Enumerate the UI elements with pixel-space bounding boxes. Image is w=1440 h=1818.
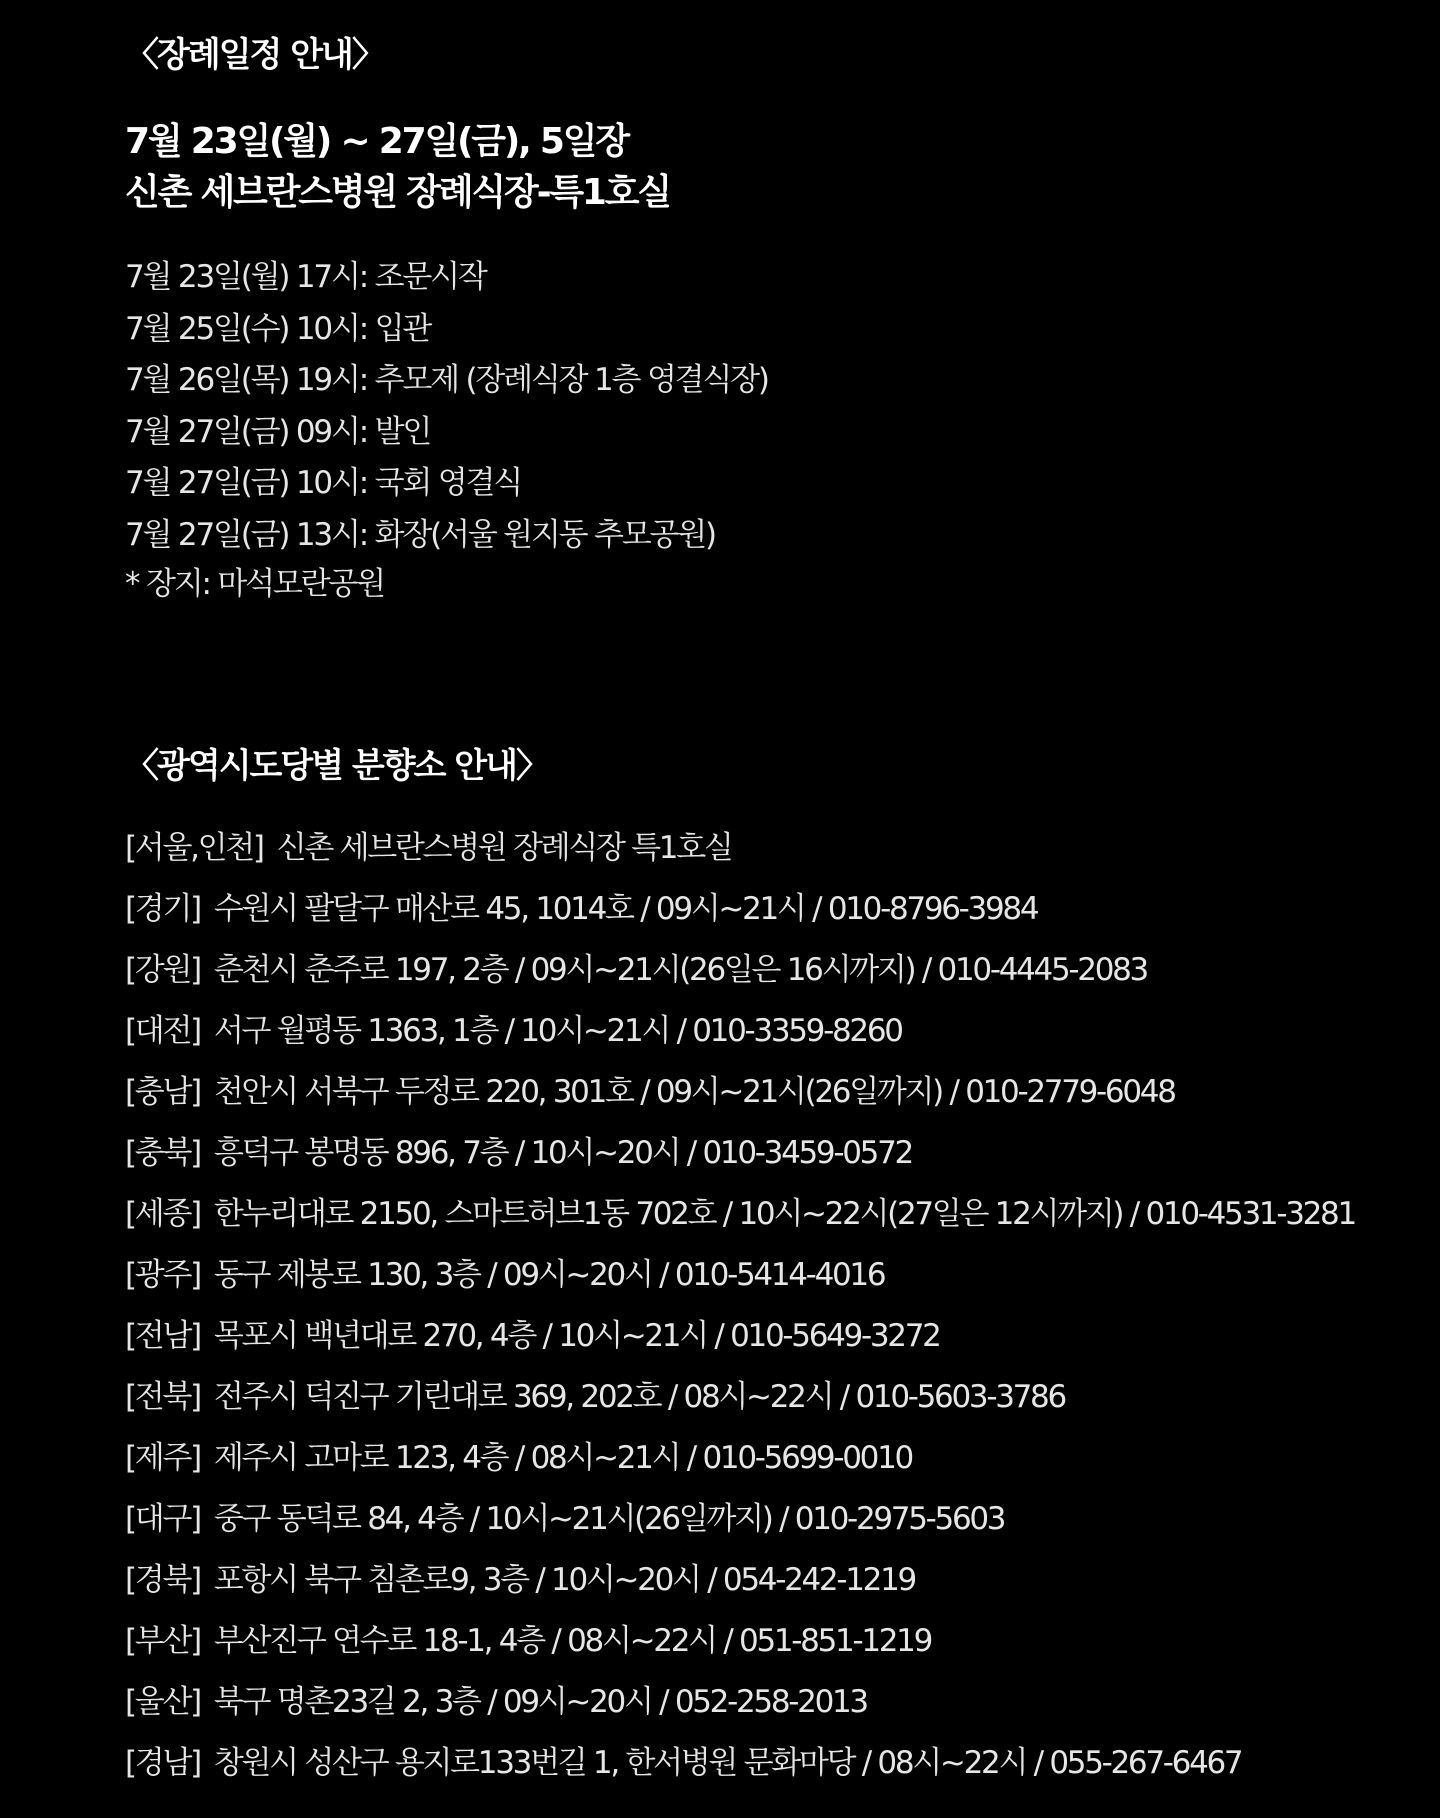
branch-region: [제주]	[125, 1440, 200, 1476]
branch-info: 동구 제봉로 130, 3층 / 09시~20시 / 010-5414-4016	[213, 1257, 885, 1293]
schedule-item: 7월 27일(금) 10시: 국회 영결식	[125, 465, 521, 501]
schedule-item: 7월 25일(수) 10시: 입관	[125, 311, 431, 347]
branch-info: 한누리대로 2150, 스마트허브1동 702호 / 10시~22시(27일은 12시까지) / 010-4531-3281	[213, 1196, 1355, 1232]
branch-region: [강원]	[125, 952, 200, 988]
branch-info: 춘천시 춘주로 197, 2층 / 09시~21시(26일은 16시까지) / 010-4445-2083	[213, 952, 1147, 988]
branch-info: 천안시 서북구 두정로 220, 301호 / 09시~21시(26일까지) / 010-2779-6048	[213, 1074, 1175, 1110]
branch-row	[125, 828, 732, 868]
branch-region: [충북]	[125, 1135, 200, 1171]
schedule-item: 7월 27일(금) 09시: 발인	[125, 414, 431, 450]
branch-region: [경기]	[125, 891, 200, 927]
branch-info: 포항시 북구 침촌로9, 3층 / 10시~20시 / 054-242-1219	[213, 1562, 915, 1598]
branch-row	[125, 1438, 912, 1478]
burial-site-note: * 장지: 마석모란공원	[125, 566, 384, 602]
branch-region: [광주]	[125, 1257, 200, 1293]
branch-info: 수원시 팔달구 매산로 45, 1014호 / 09시~21시 / 010-8796-3984	[213, 891, 1038, 927]
branch-info: 서구 월평동 1363, 1층 / 10시~21시 / 010-3359-8260	[213, 1013, 902, 1049]
branch-row	[125, 1072, 1175, 1112]
schedule-section-title: 〈장례일정 안내〉	[125, 35, 384, 75]
branch-row	[125, 1621, 931, 1661]
branch-row	[125, 1560, 915, 1600]
branch-row	[125, 1255, 884, 1295]
branch-info: 북구 명촌23길 2, 3층 / 09시~20시 / 052-258-2013	[213, 1684, 867, 1720]
branch-info: 흥덕구 봉명동 896, 7층 / 10시~20시 / 010-3459-0572	[213, 1135, 912, 1171]
schedule-headline-venue: 신촌 세브란스병원 장례식장-특1호실	[125, 172, 670, 213]
branch-region: [대전]	[125, 1013, 200, 1049]
schedule-item: 7월 23일(월) 17시: 조문시작	[125, 259, 486, 295]
branch-row	[125, 1316, 940, 1356]
branch-region: [대구]	[125, 1501, 200, 1537]
branch-info: 창원시 성산구 용지로133번길 1, 한서병원 문화마당 / 08시~22시 / 055-267-6467	[213, 1745, 1242, 1781]
branch-region: [부산]	[125, 1623, 200, 1659]
branch-region: [서울,인천]	[125, 830, 263, 866]
branch-region: [세종]	[125, 1196, 200, 1232]
branch-info: 제주시 고마로 123, 4층 / 08시~21시 / 010-5699-0010	[213, 1440, 912, 1476]
branch-region: [울산]	[125, 1684, 200, 1720]
branch-info: 부산진구 연수로 18-1, 4층 / 08시~22시 / 051-851-1219	[213, 1623, 932, 1659]
schedule-item: 7월 27일(금) 13시: 화장(서울 원지동 추모공원)	[125, 517, 715, 553]
branch-row	[125, 1194, 1355, 1234]
schedule-item: 7월 26일(목) 19시: 추모제 (장례식장 1층 영결식장)	[125, 362, 768, 398]
branch-info: 전주시 덕진구 기린대로 369, 202호 / 08시~22시 / 010-5603-3786	[213, 1379, 1065, 1415]
branch-section-title: 〈광역시도당별 분향소 안내〉	[125, 746, 548, 786]
branch-row	[125, 1011, 902, 1051]
branch-region: [충남]	[125, 1074, 200, 1110]
branch-row	[125, 1682, 867, 1722]
branch-region: [경남]	[125, 1745, 200, 1781]
branch-info: 중구 동덕로 84, 4층 / 10시~21시(26일까지) / 010-2975-5603	[213, 1501, 1005, 1537]
branch-region: [전남]	[125, 1318, 200, 1354]
branch-row	[125, 1133, 912, 1173]
branch-row	[125, 1743, 1241, 1783]
branch-info: 목포시 백년대로 270, 4층 / 10시~21시 / 010-5649-3272	[213, 1318, 940, 1354]
branch-info: 신촌 세브란스병원 장례식장 특1호실	[276, 830, 732, 866]
branch-region: [경북]	[125, 1562, 200, 1598]
schedule-headline-dates: 7월 23일(월) ~ 27일(금), 5일장	[125, 121, 628, 162]
branch-row	[125, 889, 1037, 929]
branch-region: [전북]	[125, 1379, 200, 1415]
branch-row	[125, 1499, 1004, 1539]
branch-row	[125, 1377, 1065, 1417]
branch-row	[125, 950, 1147, 990]
